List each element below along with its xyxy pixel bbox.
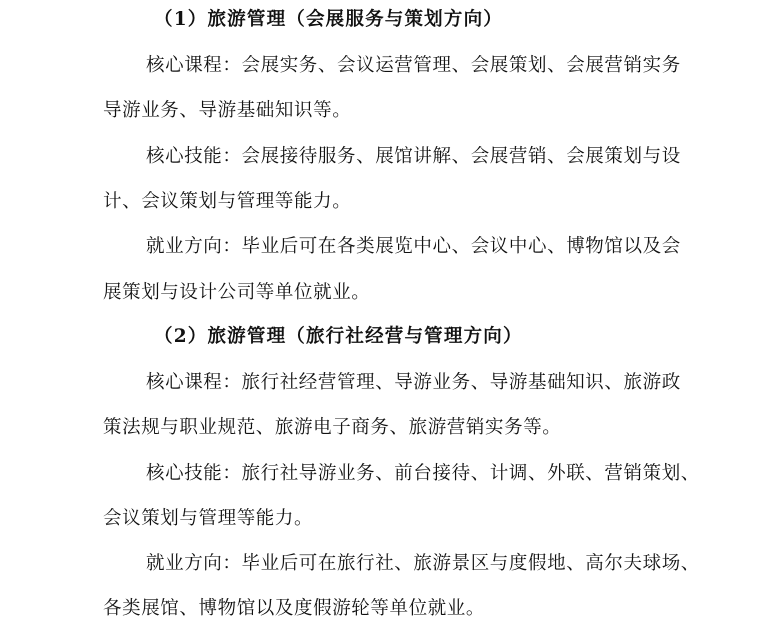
section-heading: （2）旅游管理（旅行社经营与管理方向） — [154, 326, 523, 347]
core-courses-line-1: 核心课程：会展实务、会议运营管理、会展策划、会展营销实务 — [146, 55, 681, 76]
core-skills-line-1: 核心技能：会展接待服务、展馆讲解、会展营销、会展策划与设 — [146, 146, 681, 167]
section-heading: （1）旅游管理（会展服务与策划方向） — [154, 9, 503, 30]
core-courses-line-2: 策法规与职业规范、旅游电子商务、旅游营销实务等。 — [103, 417, 562, 438]
employment-line-1: 就业方向：毕业后可在旅行社、旅游景区与度假地、高尔夫球场、 — [146, 553, 700, 574]
employment-line-1: 就业方向：毕业后可在各类展览中心、会议中心、博物馆以及会 — [146, 236, 681, 257]
core-skills-line-2: 计、会议策划与管理等能力。 — [103, 191, 352, 212]
employment-line-2: 展策划与设计公司等单位就业。 — [103, 282, 371, 303]
core-courses-line-1: 核心课程：旅行社经营管理、导游业务、导游基础知识、旅游政 — [146, 372, 681, 393]
employment-line-2: 各类展馆、博物馆以及度假游轮等单位就业。 — [103, 598, 486, 619]
core-skills-line-2: 会议策划与管理等能力。 — [103, 508, 314, 529]
core-skills-line-1: 核心技能：旅行社导游业务、前台接待、计调、外联、营销策划、 — [146, 463, 700, 484]
core-courses-line-2: 导游业务、导游基础知识等。 — [103, 100, 352, 121]
